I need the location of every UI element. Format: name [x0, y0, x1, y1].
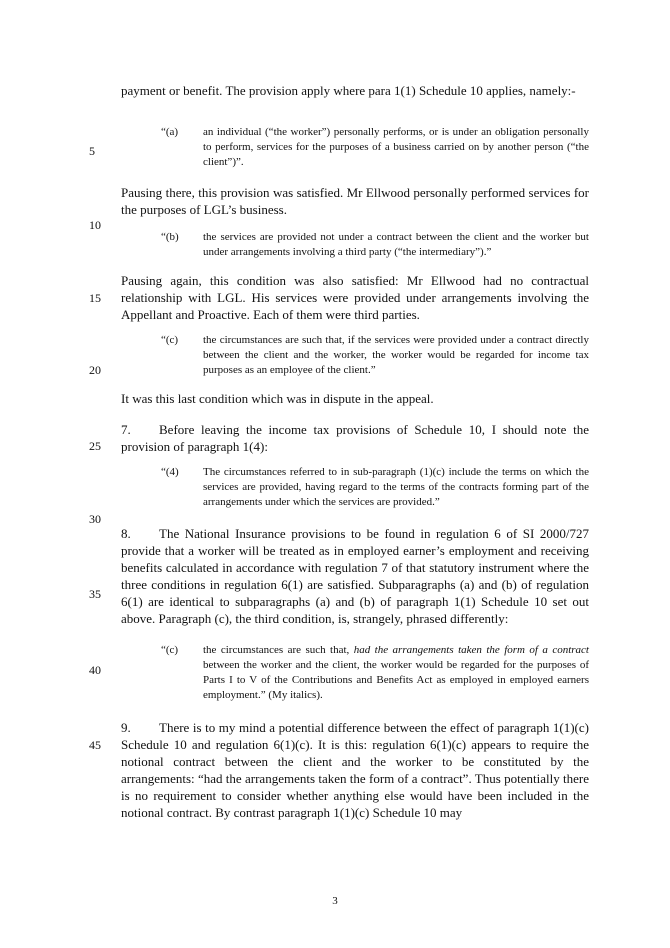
- line-number: 20: [89, 363, 101, 377]
- paragraph-text: There is to my mind a potential difference between the effect of paragraph 1(1)(c) Schedule 10 and regulation 6(1)(c). It is this: regulation 6(1)(c) appears to require the notional contract between the client and the worker to be constituted by the arrangements: “had the arrangements taken the form of a contract”. Thus potentially there is no requirement to consider whether anything else would have been included in the notional contract. By contrast paragraph 1(1)(c) Schedule 10 may: [121, 720, 589, 820]
- paragraph-number: 9.: [121, 720, 131, 735]
- quote-text: the services are provided not under a contract between the client and the worker but under arrangements involving a third party (“the intermediary”).”: [203, 231, 589, 258]
- quote-b: [161, 230, 589, 260]
- paragraph-number: 8.: [121, 526, 131, 541]
- quote-text: an individual (“the worker”) personally performs, or is under an obligation personally to perform, services for the purposes of a business carried on by another person (“the client”)”.: [203, 126, 589, 168]
- quote-italic-text: had the arrangements taken the form of a contract: [353, 644, 589, 656]
- quote-label: “(c): [161, 644, 179, 656]
- paragraph-7: [121, 421, 589, 455]
- paragraph-9: [121, 719, 589, 821]
- quote-label: “(b): [161, 231, 179, 243]
- line-number: 35: [89, 587, 101, 601]
- quote-text: [203, 643, 589, 703]
- paragraph-text: The National Insurance provisions to be found in regulation 6 of SI 2000/727 provide that a worker will be treated as in employed earner’s employment and receiving benefits calculated in accordance with regulation 7 of that statutory instrument where the three conditions in regulation 6(1) are satisfied. Subparagraphs (a) and (b) of regulation 6(1) are identical to subparagraphs (a) and (b) of paragraph 1(1) Schedule 10 set out above. Paragraph (c), the third condition, is, strangely, phrased differently:: [121, 526, 589, 626]
- page-number: 3: [332, 895, 338, 907]
- quote-label: “(a): [161, 126, 179, 138]
- paragraph-pausing-again: Pausing again, this condition was also satisfied: Mr Ellwood had no contractual relationship with LGL. His services were provided under arrangements involving the Appellant and Proactive. Each of them were third parties.: [121, 273, 589, 322]
- line-number: 40: [89, 663, 101, 677]
- quote-text: the circumstances are such that, if the services were provided under a contract directly between the client and the worker, the worker would be regarded for income tax purposes as an employee of the client.”: [203, 334, 589, 376]
- quote-c-regulation: [161, 643, 589, 703]
- paragraph-number: 7.: [121, 422, 131, 437]
- paragraph-8: [121, 525, 589, 627]
- line-number: 10: [89, 218, 101, 232]
- paragraph-pausing-there: Pausing there, this provision was satisfied. Mr Ellwood personally performed services for the purposes of LGL’s business.: [121, 185, 589, 217]
- quote-text-start: the circumstances are such that,: [203, 644, 354, 656]
- quote-label: “(4): [161, 466, 179, 478]
- quote-label: “(c): [161, 334, 179, 346]
- line-number: 25: [89, 439, 101, 453]
- paragraph-text: Before leaving the income tax provisions of Schedule 10, I should note the provision of paragraph 1(4):: [121, 422, 589, 454]
- quote-text-end: between the worker and the client, the worker would be regarded for the purposes of Parts I to V of the Contributions and Benefits Act as employed in employed earners employment.” (My italics).: [203, 659, 589, 701]
- paragraph-dispute: It was this last condition which was in dispute in the appeal.: [121, 391, 434, 406]
- line-number: 5: [89, 144, 95, 158]
- quote-text: The circumstances referred to in sub-paragraph (1)(c) include the terms on which the services are provided, having regard to the terms of the contracts forming part of the arrangements under which the services are provided.”: [203, 466, 589, 508]
- quote-c: [161, 333, 589, 378]
- line-number: 30: [89, 512, 101, 526]
- line-number: 45: [89, 738, 101, 752]
- quote-4: [161, 465, 589, 510]
- line-number: 15: [89, 291, 101, 305]
- quote-a: [161, 125, 589, 170]
- paragraph-intro: payment or benefit. The provision apply where para 1(1) Schedule 10 applies, namely:-: [121, 83, 576, 98]
